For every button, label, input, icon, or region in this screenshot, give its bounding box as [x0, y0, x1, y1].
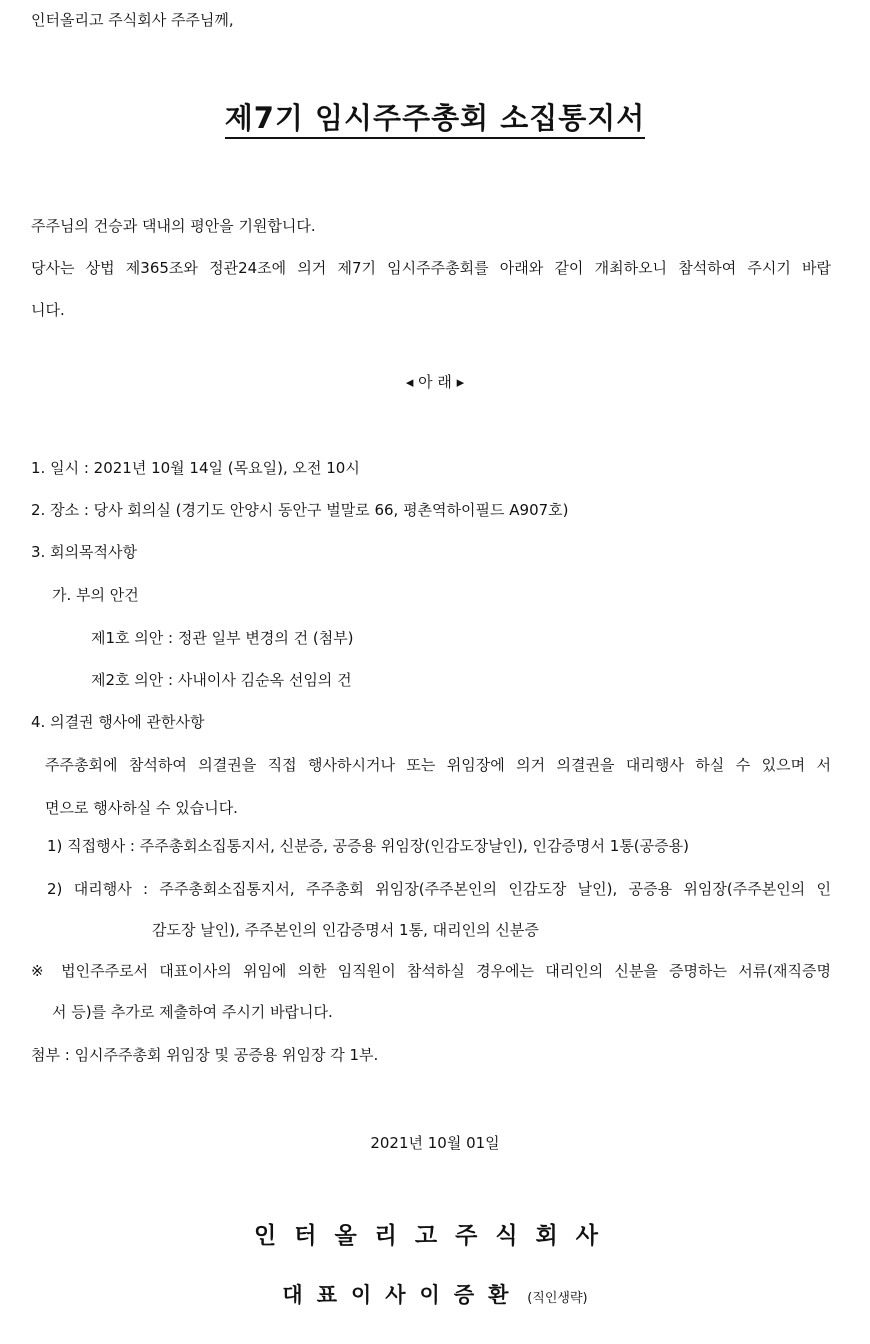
item-voting: 4. 의결권 행사에 관한사항	[31, 713, 205, 731]
proxy-exercise-line-1: 2) 대리행사 : 주주총회소집통지서, 주주총회 위임장(주주본인의 인감도장 날인), 공증용 위임장(주주본인의 인	[47, 880, 831, 898]
item-sub-ga: 가. 부의 안건	[52, 586, 139, 604]
agenda-item-2: 제2호 의안 : 사내이사 김순옥 선임의 건	[91, 671, 352, 689]
intro-line-1: 당사는 상법 제365조와 정관24조에 의거 제7기 임시주주총회를 아래와 같이 개최하오니 참석하여 주시기 바랍	[31, 259, 831, 277]
ceo-signature	[0, 1280, 870, 1314]
intro-line-2: 니다.	[31, 301, 65, 319]
item-purpose: 3. 회의목적사항	[31, 543, 138, 561]
direct-exercise: 1) 직접행사 : 주주총회소집통지서, 신분증, 공증용 위임장(인감도장날인), 인감증명서 1통(공증용)	[47, 837, 689, 855]
ceo-name: 대표이사이증환	[282, 1283, 523, 1307]
company-name-text: 인터올리고주식회사	[254, 1223, 616, 1249]
below-marker: ◂ 아 래 ▸	[405, 373, 465, 391]
notice-title-text: 제7기 임시주주총회 소집통지서	[225, 101, 646, 139]
voting-desc-line-1: 주주총회에 참석하여 의결권을 직접 행사하시거나 또는 위임장에 의거 의결권을 대리행사 하실 수 있으며 서	[45, 756, 831, 774]
notice-title	[0, 98, 870, 138]
note-line-2: 서 등)를 추가로 제출하여 주시기 바랍니다.	[52, 1003, 333, 1021]
attachment-line: 첨부 : 임시주주총회 위임장 및 공증용 위임장 각 1부.	[31, 1046, 379, 1064]
seal-omitted-note: (직인생략)	[527, 1291, 588, 1306]
company-name	[0, 1220, 870, 1254]
note-line-1: ※ 법인주주로서 대표이사의 위임에 의한 임직원이 참석하실 경우에는 대리인의 신분을 증명하는 서류(재직증명	[31, 962, 831, 980]
issue-date: 2021년 10월 01일	[370, 1134, 500, 1152]
item-date: 1. 일시 : 2021년 10월 14일 (목요일), 오전 10시	[31, 459, 360, 477]
item-place: 2. 장소 : 당사 회의실 (경기도 안양시 동안구 벌말로 66, 평촌역하이필드 A907호)	[31, 501, 569, 519]
greeting-line: 주주님의 건승과 댁내의 평안을 기원합니다.	[31, 217, 316, 235]
agenda-item-1: 제1호 의안 : 정관 일부 변경의 건 (첨부)	[91, 629, 354, 647]
voting-desc-line-2: 면으로 행사하실 수 있습니다.	[45, 799, 238, 817]
addressee-line: 인터올리고 주식회사 주주님께,	[31, 11, 234, 29]
proxy-exercise-line-2: 감도장 날인), 주주본인의 인감증명서 1통, 대리인의 신분증	[152, 921, 539, 939]
